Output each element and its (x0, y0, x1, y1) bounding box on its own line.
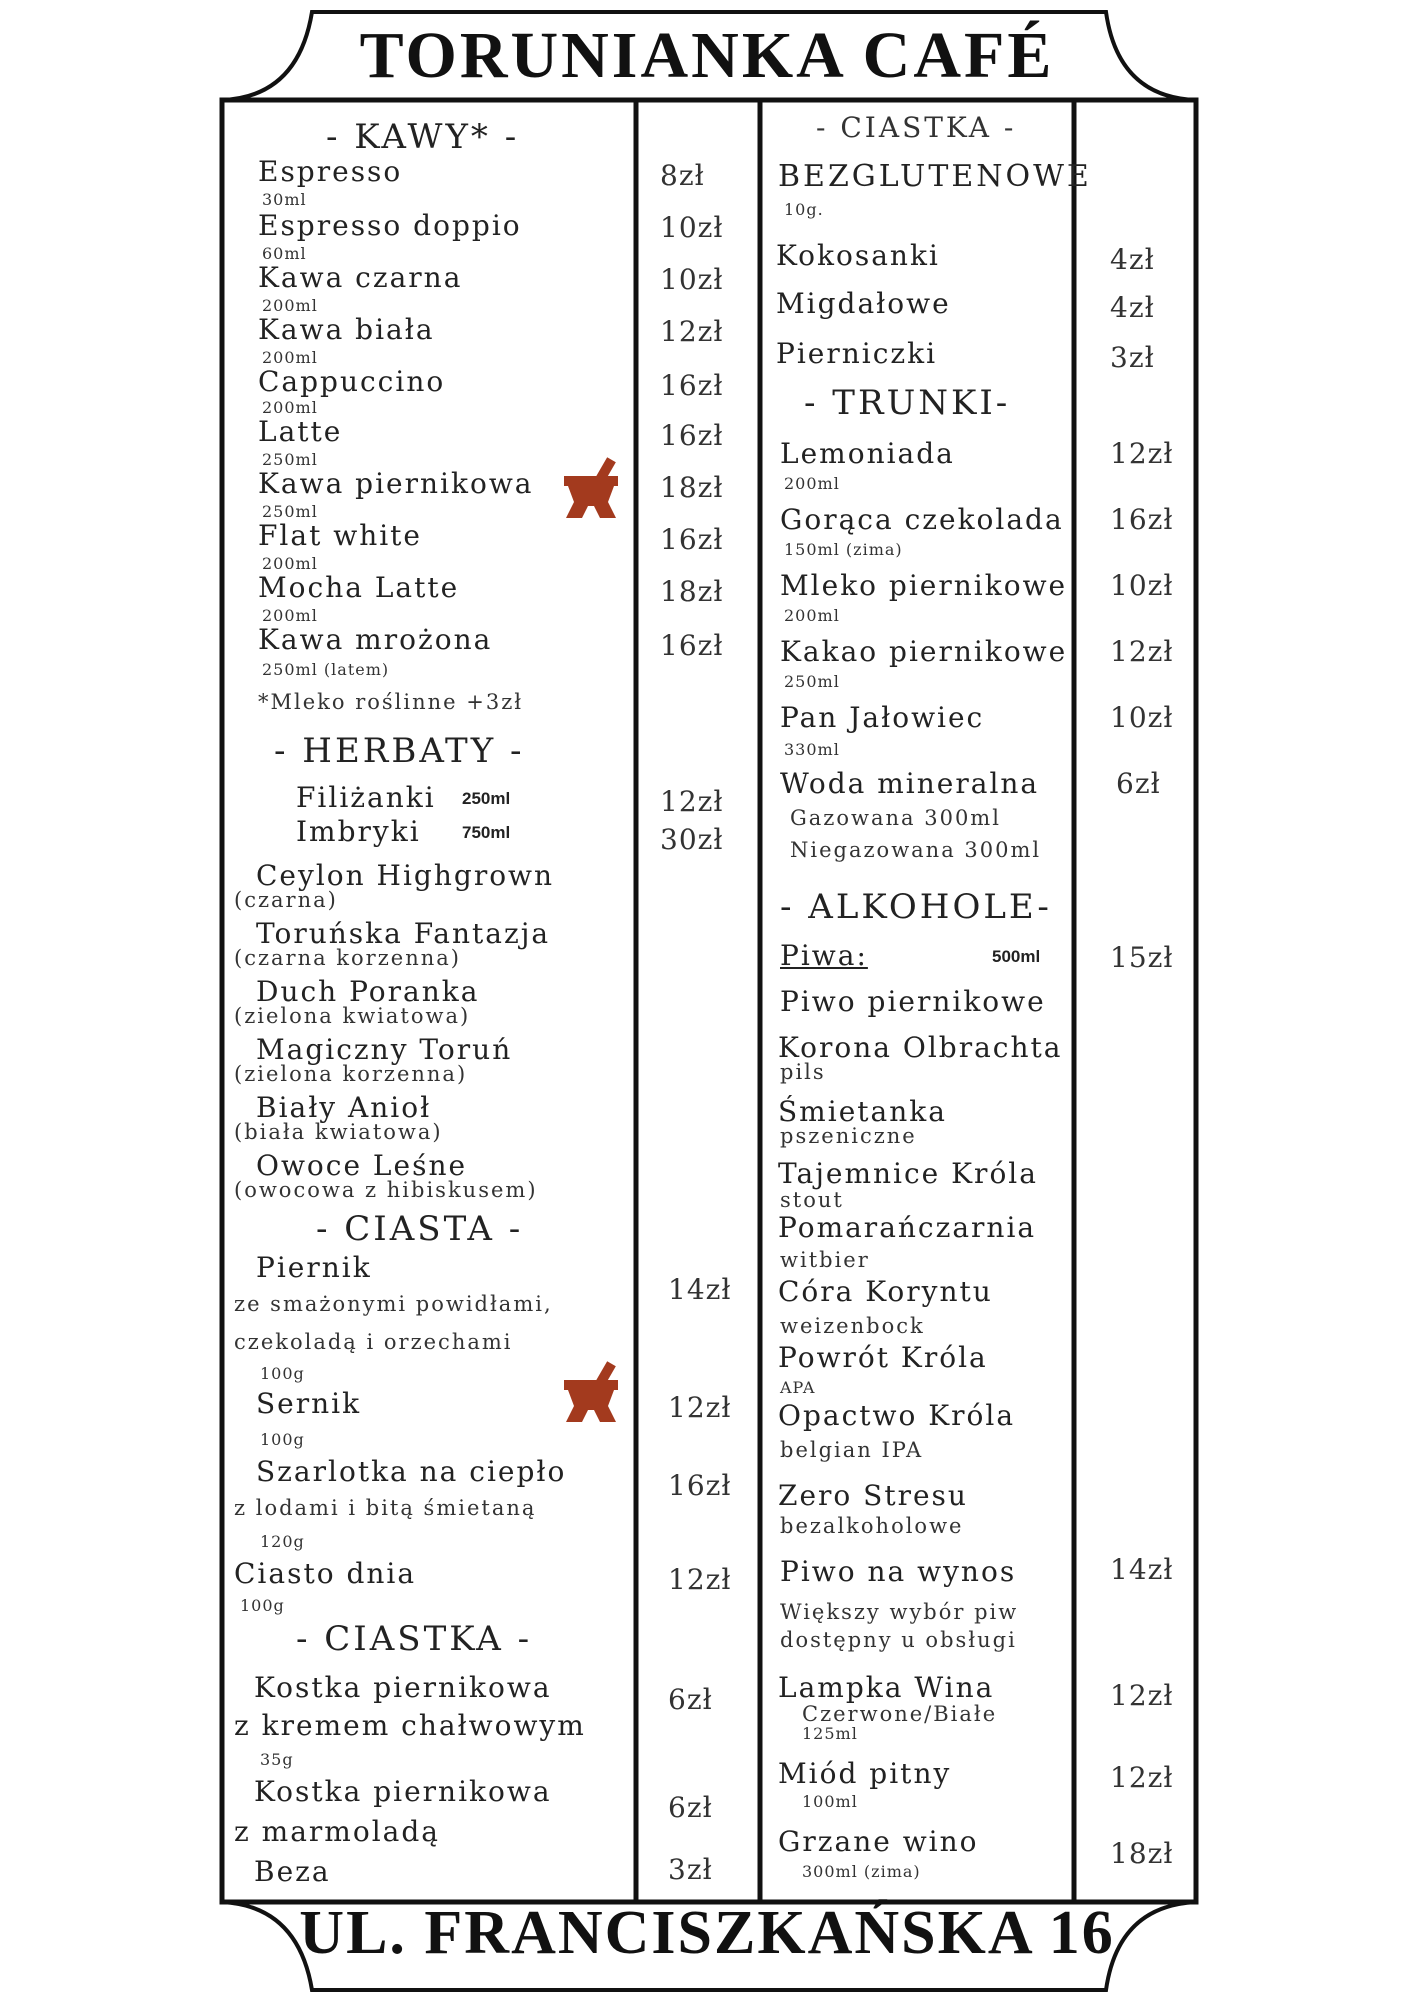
volume-mocha-latte: 200ml (262, 606, 318, 625)
volume-kawa-piernikowa: 250ml (262, 502, 318, 521)
item-szarlotka: Szarlotka na ciepło (256, 1455, 567, 1488)
item-kawa-piernikowa: Kawa piernikowa (258, 467, 534, 500)
price-goraca-czekolada: 16zł (1110, 503, 1174, 536)
volume-kawa-czarna: 200ml (262, 296, 318, 315)
item-kakao-piernikowe: Kakao piernikowe (780, 635, 1068, 668)
kostka-chalwowa-desc: z kremem chałwowym (234, 1709, 586, 1742)
item-piwo-na-wynos: Piwo na wynos (780, 1555, 1017, 1588)
beer-pomaranczarnia-style: witbier (780, 1248, 870, 1272)
tea-bialy-aniol: Biały Anioł (256, 1091, 432, 1124)
tea-ceylon-highgrown: Ceylon Highgrown (256, 859, 555, 892)
item-pierniczki: Pierniczki (776, 337, 938, 370)
item-kokosanki: Kokosanki (776, 239, 940, 272)
volume-latte: 250ml (262, 450, 318, 469)
wino-volume: 125ml (802, 1724, 858, 1743)
price-szarlotka: 16zł (668, 1469, 732, 1502)
cafe-address: UL. FRANCISZKAŃSKA 16 (299, 1899, 1115, 1967)
grzane-volume: 300ml (zima) (802, 1862, 921, 1881)
tea-ceylon-desc: (czarna) (234, 888, 338, 912)
price-kawa-mrozona: 16zł (660, 629, 724, 662)
item-espresso: Espresso (258, 155, 403, 188)
price-kawa-czarna: 10zł (660, 263, 724, 296)
section-herbaty: - HERBATY - (274, 731, 525, 771)
item-mocha-latte: Mocha Latte (258, 571, 460, 604)
beer-smietanka-style: pszeniczne (780, 1124, 917, 1148)
price-migdalowe: 4zł (1110, 291, 1155, 324)
section-ciastka-bezglutenowe-2: BEZGLUTENOWE (778, 159, 1092, 194)
price-kawa-piernikowa: 18zł (660, 471, 724, 504)
sernik-weight: 100g (260, 1430, 305, 1449)
price-latte: 16zł (660, 419, 724, 452)
item-kawa-czarna: Kawa czarna (258, 261, 463, 294)
price-miod-pitny: 12zł (1110, 1761, 1174, 1794)
beer-korona-style: pils (780, 1060, 826, 1084)
item-piernik: Piernik (256, 1251, 372, 1284)
price-woda-mineralna: 6zł (1116, 767, 1161, 800)
cafe-title: TORUNIANKA CAFÉ (359, 19, 1055, 92)
item-imbryki: Imbryki (296, 815, 421, 848)
wynos-note-1: Większy wybór piw (780, 1600, 1019, 1624)
beer-cora-style: weizenbock (780, 1314, 925, 1338)
piernik-desc-1: ze smażonymi powidłami, (234, 1292, 553, 1316)
item-ciasto-dnia: Ciasto dnia (234, 1557, 417, 1590)
woda-niegazowana: Niegazowana 300ml (790, 838, 1042, 862)
price-ciasto-dnia: 12zł (668, 1563, 732, 1596)
tea-magiczny-desc: (zielona korzenna) (234, 1062, 468, 1086)
item-filizanki: Filiżanki (296, 781, 436, 814)
kostka-marmolada-desc: z marmoladą (234, 1815, 440, 1848)
price-kokosanki: 4zł (1110, 243, 1155, 276)
price-mleko-piernikowe: 10zł (1110, 569, 1174, 602)
price-espresso: 8zł (660, 159, 705, 192)
volume-filizanki: 250ml (462, 789, 511, 808)
tea-duch-poranka: Duch Poranka (256, 975, 480, 1008)
beer-tajemnice-krola: Tajemnice Króla (778, 1157, 1038, 1190)
item-beza: Beza (254, 1855, 331, 1888)
tea-torunska-desc: (czarna korzenna) (234, 946, 461, 970)
price-cappuccino: 16zł (660, 369, 724, 402)
item-kostka-chalwowa: Kostka piernikowa (254, 1671, 552, 1704)
item-woda-mineralna: Woda mineralna (780, 767, 1040, 800)
item-lemoniada: Lemoniada (780, 437, 955, 470)
price-piernik: 14zł (668, 1273, 732, 1306)
wino-desc: Czerwone/Białe (802, 1702, 998, 1726)
tea-duch-desc: (zielona kwiatowa) (234, 1004, 471, 1028)
woda-gazowana: Gazowana 300ml (790, 806, 1001, 830)
price-flat-white: 16zł (660, 523, 724, 556)
price-mocha-latte: 18zł (660, 575, 724, 608)
tea-bialy-desc: (biała kwiatowa) (234, 1120, 443, 1144)
tea-magiczny-torun: Magiczny Toruń (256, 1033, 513, 1066)
item-espresso-doppio: Espresso doppio (258, 209, 522, 242)
left-menu-column (234, 100, 630, 1886)
beer-cora-koryntu: Córa Koryntu (778, 1275, 993, 1308)
beer-powrot-krola: Powrót Króla (778, 1341, 988, 1374)
section-trunki: - TRUNKI- (804, 383, 1011, 423)
left-price-column (642, 100, 752, 1886)
item-latte: Latte (258, 415, 343, 448)
section-kawy: - KAWY* - (326, 117, 520, 157)
piernik-weight: 100g (260, 1364, 305, 1383)
price-espresso-doppio: 10zł (660, 211, 724, 244)
price-sernik: 12zł (668, 1391, 732, 1424)
beer-korona-olbrachta: Korona Olbrachta (778, 1031, 1063, 1064)
price-kawa-biala: 12zł (660, 315, 724, 348)
volume-kawa-biala: 200ml (262, 348, 318, 367)
wynos-note-2: dostępny u obsługi (780, 1628, 1017, 1652)
section-ciastka-bezglutenowe-1: - CIASTKA - (816, 111, 1017, 144)
volume-goraca-czekolada: 150ml (zima) (784, 540, 903, 559)
price-kakao-piernikowe: 12zł (1110, 635, 1174, 668)
price-pierniczki: 3zł (1110, 341, 1155, 374)
mortar-and-pestle-icon (558, 1360, 624, 1426)
item-sernik: Sernik (256, 1387, 362, 1420)
szarlotka-desc: z lodami i bitą śmietaną (234, 1496, 537, 1520)
ciasto-dnia-weight: 100g (240, 1596, 285, 1615)
beer-opactwo-krola: Opactwo Króla (778, 1399, 1016, 1432)
piernik-desc-2: czekoladą i orzechami (234, 1330, 513, 1354)
kostka-chalwowa-weight: 35g (260, 1750, 294, 1769)
item-kostka-marmolada: Kostka piernikowa (254, 1775, 552, 1808)
volume-kawa-mrozona: 250ml (latem) (262, 660, 390, 679)
mortar-and-pestle-icon (558, 456, 624, 522)
beer-opactwo-style: belgian IPA (780, 1438, 924, 1462)
beer-zero-stresu: Zero Stresu (778, 1479, 968, 1512)
price-imbryki: 30zł (660, 823, 724, 856)
beer-zero-style: bezalkoholowe (780, 1514, 964, 1538)
right-menu-column (776, 100, 1092, 1886)
item-pan-jalowiec: Pan Jałowiec (780, 701, 985, 734)
price-kostka-marmolada: 6zł (668, 1791, 713, 1824)
volume-mleko-piernikowe: 200ml (784, 606, 840, 625)
price-filizanki: 12zł (660, 785, 724, 818)
item-mleko-piernikowe: Mleko piernikowe (780, 569, 1068, 602)
volume-flat-white: 200ml (262, 554, 318, 573)
price-pan-jalowiec: 10zł (1110, 701, 1174, 734)
price-lampka-wina: 12zł (1110, 1679, 1174, 1712)
item-flat-white: Flat white (258, 519, 423, 552)
item-kawa-biala: Kawa biała (258, 313, 435, 346)
note-mleko-roslinne: *Mleko roślinne +3zł (258, 690, 524, 714)
price-kostka-chalwowa: 6zł (668, 1683, 713, 1716)
volume-pan-jalowiec: 330ml (784, 740, 840, 759)
miod-volume: 100ml (802, 1792, 858, 1811)
item-miod-pitny: Miód pitny (778, 1757, 952, 1790)
item-cappuccino: Cappuccino (258, 365, 446, 398)
beer-powrot-style: APA (780, 1378, 816, 1397)
item-lampka-wina: Lampka Wina (778, 1671, 995, 1704)
price-beza: 3zł (668, 1853, 713, 1886)
volume-kakao-piernikowe: 250ml (784, 672, 840, 691)
price-lemoniada: 12zł (1110, 437, 1174, 470)
beer-tajemnice-style: stout (780, 1188, 844, 1212)
volume-lemoniada: 200ml (784, 474, 840, 493)
item-goraca-czekolada: Gorąca czekolada (780, 503, 1064, 536)
volume-imbryki: 750ml (462, 823, 511, 842)
volume-cappuccino: 200ml (262, 398, 318, 417)
item-grzane-wino: Grzane wino (778, 1825, 979, 1858)
item-migdalowe: Migdałowe (776, 287, 951, 320)
beer-smietanka: Śmietanka (778, 1095, 947, 1128)
price-piwo-na-wynos: 14zł (1110, 1553, 1174, 1586)
beer-pomaranczarnia: Pomarańczarnia (778, 1211, 1037, 1244)
right-price-column (1086, 100, 1196, 1886)
section-ciasta: - CIASTA - (316, 1209, 524, 1249)
volume-espresso: 30ml (262, 190, 307, 209)
item-kawa-mrozona: Kawa mrożona (258, 623, 493, 656)
bezglutenowe-weight: 10g. (784, 200, 824, 219)
volume-piwa: 500ml (992, 947, 1041, 966)
tea-torunska-fantazja: Toruńska Fantazja (256, 917, 551, 950)
szarlotka-weight: 120g (260, 1532, 305, 1551)
section-alkohole: - ALKOHOLE- (780, 887, 1052, 927)
tea-owoce-desc: (owocowa z hibiskusem) (234, 1178, 538, 1202)
beer-piwo-piernikowe: Piwo piernikowe (780, 985, 1046, 1018)
volume-espresso-doppio: 60ml (262, 244, 307, 263)
tea-owoce-lesne: Owoce Leśne (256, 1149, 468, 1182)
price-grzane-wino: 18zł (1110, 1837, 1174, 1870)
price-piwa: 15zł (1110, 941, 1174, 974)
label-piwa: Piwa: (780, 939, 868, 972)
section-ciastka: - CIASTKA - (296, 1619, 533, 1659)
